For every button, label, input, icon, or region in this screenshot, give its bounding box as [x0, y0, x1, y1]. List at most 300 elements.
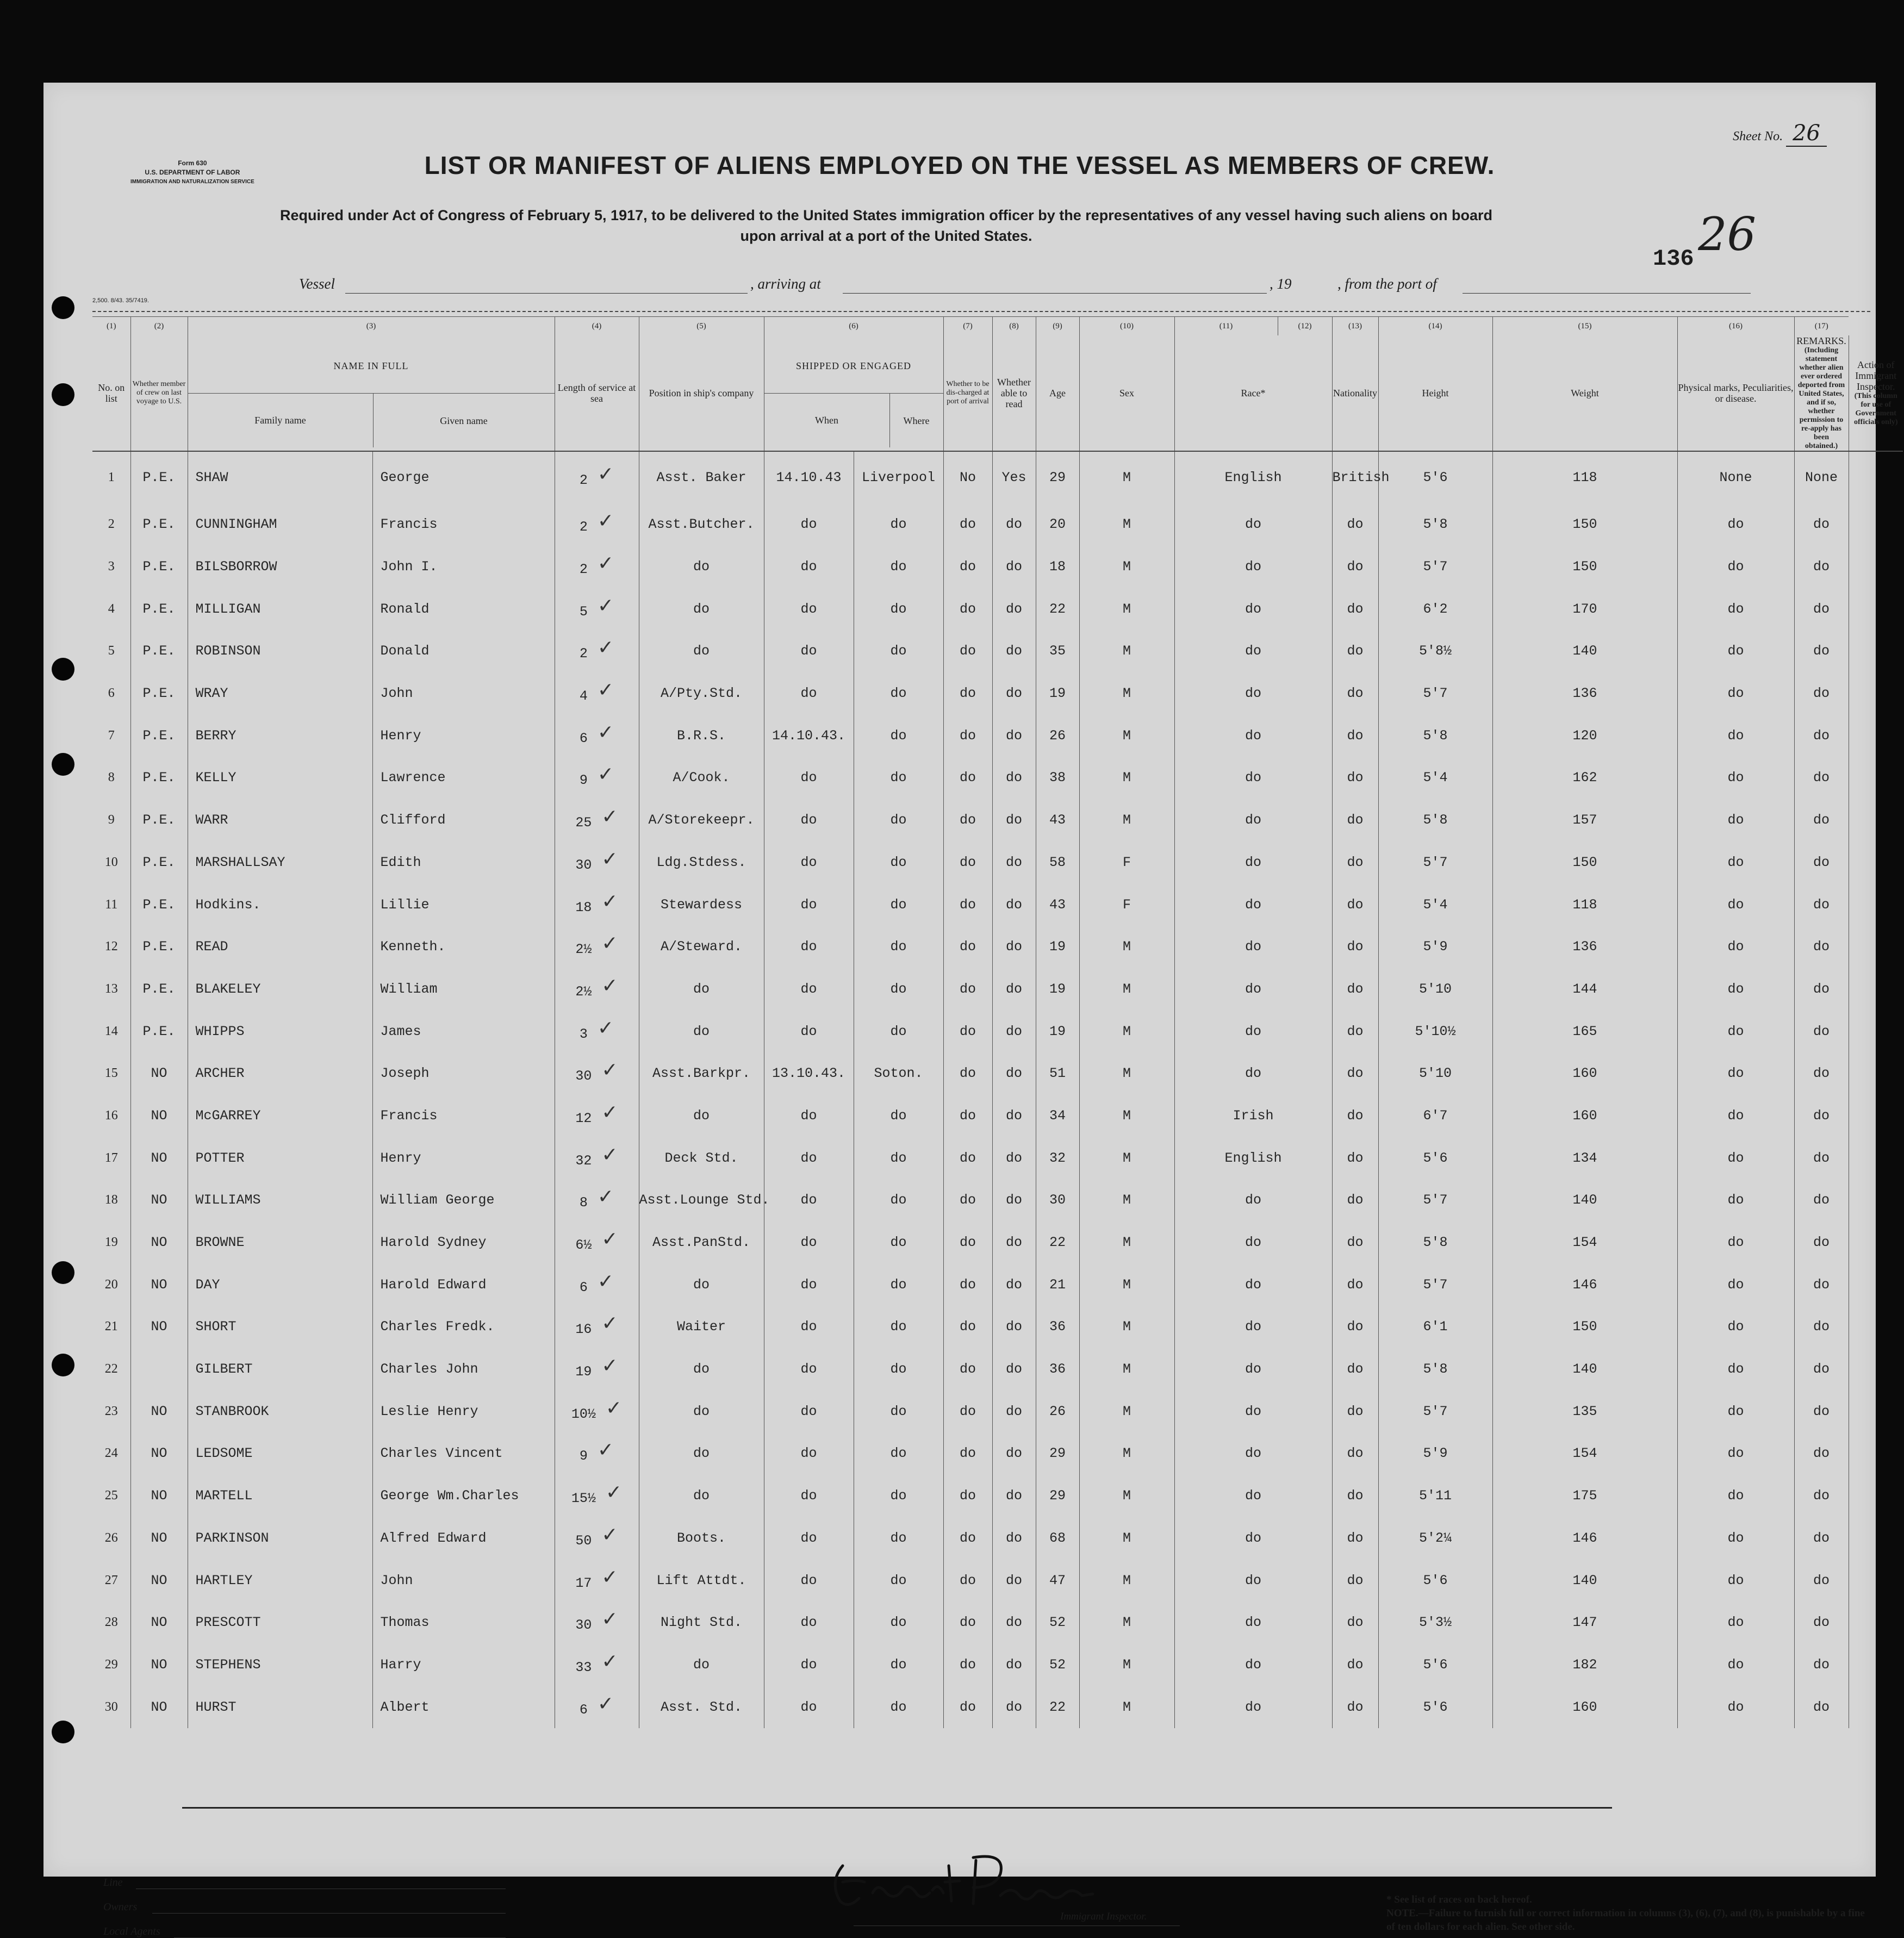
colnum-8: (8) — [992, 317, 1036, 336]
nat-value: do — [1347, 854, 1364, 870]
cell-disch — [943, 883, 992, 926]
cell-given — [372, 1306, 555, 1348]
cell-action — [1849, 968, 1903, 1011]
phys-value: do — [1727, 1065, 1744, 1082]
height-value: 5'8 — [1423, 516, 1448, 533]
cell-where — [854, 588, 943, 630]
cell-race — [1174, 546, 1332, 588]
cell-weight — [1492, 1179, 1677, 1222]
cell-phys — [1677, 757, 1794, 799]
cell-age — [1036, 883, 1079, 926]
remarks-value: do — [1813, 1699, 1830, 1715]
last-value: NO — [151, 1615, 167, 1631]
age-value: 52 — [1049, 1615, 1066, 1631]
sex-value: F — [1122, 854, 1131, 870]
cell-age — [1036, 1390, 1079, 1432]
age-value: 26 — [1049, 727, 1066, 744]
cell-remarks — [1794, 672, 1849, 715]
cell-phys — [1677, 799, 1794, 842]
cell-phys — [1677, 1559, 1794, 1602]
cell-family — [188, 672, 372, 715]
cell-given — [372, 1686, 555, 1728]
cell-weight — [1492, 630, 1677, 672]
sex-value: M — [1122, 1615, 1131, 1631]
read-value: do — [1005, 854, 1022, 870]
when-value: do — [800, 643, 817, 659]
family-value: WILLIAMS — [195, 1192, 261, 1208]
cell-family — [188, 1348, 372, 1391]
cell-age — [1036, 1432, 1079, 1475]
cell-service — [555, 451, 639, 503]
height-value: 6'2 — [1423, 601, 1448, 617]
cell-when — [764, 1559, 854, 1602]
nat-value: do — [1347, 770, 1364, 786]
cell-family — [188, 1686, 372, 1728]
cell-position — [639, 451, 764, 503]
cell-disch — [943, 757, 992, 799]
race-value: do — [1245, 1276, 1261, 1293]
where-value: do — [890, 643, 907, 659]
checkmark-icon: ✓ — [601, 1355, 618, 1378]
cell-height — [1378, 842, 1492, 884]
checkmark-icon: ✓ — [605, 1397, 623, 1419]
service-value: 2 — [579, 646, 588, 662]
read-value: do — [1005, 516, 1022, 533]
weight-value: 146 — [1572, 1530, 1597, 1546]
cell-action — [1849, 1559, 1903, 1602]
cell-phys — [1677, 1052, 1794, 1095]
cell-race — [1174, 1644, 1332, 1686]
cell-age — [1036, 968, 1079, 1011]
phys-value: do — [1727, 1023, 1744, 1039]
cell-phys — [1677, 503, 1794, 546]
sex-value: M — [1122, 559, 1131, 575]
cell-family — [188, 1263, 372, 1306]
service-value: 33 — [575, 1659, 592, 1675]
cell-disch — [943, 842, 992, 884]
cell-age — [1036, 1179, 1079, 1222]
cell-disch — [943, 1475, 992, 1517]
remarks-value: do — [1813, 686, 1830, 702]
cell-sex — [1079, 503, 1174, 546]
colnum-4: (4) — [555, 317, 639, 336]
position-value: do — [693, 1023, 710, 1039]
cell-family — [188, 714, 372, 757]
cell-disch — [943, 1348, 992, 1391]
where-value: do — [890, 1530, 907, 1546]
cell-family — [188, 883, 372, 926]
weight-value: 140 — [1572, 1192, 1597, 1208]
cell-family — [188, 1390, 372, 1432]
service-value: 6½ — [575, 1237, 592, 1254]
cell-position — [639, 926, 764, 968]
phys-value: do — [1727, 727, 1744, 744]
given-value: Charles Vincent — [380, 1445, 503, 1462]
binder-hole — [52, 658, 74, 681]
cell-weight — [1492, 1432, 1677, 1475]
position-value: do — [693, 643, 710, 659]
checkmark-icon: ✓ — [597, 552, 614, 575]
position-value: do — [693, 601, 710, 617]
cell-race — [1174, 1010, 1332, 1052]
cell-weight — [1492, 1222, 1677, 1264]
cell-action — [1849, 546, 1903, 588]
cell-when — [764, 672, 854, 715]
age-value: 58 — [1049, 854, 1066, 870]
cell-nat — [1332, 1095, 1378, 1137]
cell-given — [372, 1052, 555, 1095]
cell-last — [130, 1559, 188, 1602]
family-value: PARKINSON — [195, 1530, 269, 1546]
given-value: William George — [380, 1192, 495, 1208]
sex-value: M — [1122, 1361, 1131, 1378]
age-value: 19 — [1049, 686, 1066, 702]
cell-sex — [1079, 926, 1174, 968]
when-value: do — [800, 686, 817, 702]
position-value: Lift Attdt. — [656, 1572, 746, 1588]
last-value: P.E. — [142, 516, 176, 533]
cell-sex — [1079, 1137, 1174, 1179]
family-value: MARTELL — [195, 1488, 253, 1504]
last-value: NO — [151, 1150, 167, 1166]
colnum-5: (5) — [639, 317, 764, 336]
cell-no — [92, 1559, 130, 1602]
checkmark-icon: ✓ — [597, 1270, 614, 1293]
cell-race — [1174, 1095, 1332, 1137]
remarks-value: do — [1813, 1276, 1830, 1293]
cell-phys — [1677, 883, 1794, 926]
position-value: Deck Std. — [664, 1150, 738, 1166]
disch-value: do — [959, 939, 976, 955]
cell-last — [130, 1644, 188, 1686]
cell-sex — [1079, 799, 1174, 842]
position-value: B.R.S. — [676, 727, 726, 744]
disch-value: do — [959, 1065, 976, 1082]
nat-value: do — [1347, 1319, 1364, 1335]
cell-nat — [1332, 588, 1378, 630]
service-value: 2½ — [575, 983, 592, 1000]
cell-when — [764, 546, 854, 588]
cell-phys — [1677, 1348, 1794, 1391]
cell-weight — [1492, 451, 1677, 503]
cell-nat — [1332, 1222, 1378, 1264]
disch-value: do — [959, 1572, 976, 1588]
cell-action — [1849, 1052, 1903, 1095]
cell-given — [372, 842, 555, 884]
when-value: do — [800, 1488, 817, 1504]
read-value: do — [1005, 770, 1022, 786]
race-value: do — [1245, 1319, 1261, 1335]
phys-value: do — [1727, 1150, 1744, 1166]
checkmark-icon: ✓ — [601, 974, 618, 997]
cell-position — [639, 588, 764, 630]
note-races: * See list of races on back hereof. — [1386, 1894, 1532, 1905]
cell-remarks — [1794, 883, 1849, 926]
read-value: do — [1005, 1150, 1022, 1166]
cell-race — [1174, 1517, 1332, 1560]
cell-position — [639, 842, 764, 884]
cell-when — [764, 1306, 854, 1348]
cell-race — [1174, 968, 1332, 1011]
when-value: 13.10.43. — [771, 1065, 846, 1082]
cell-sex — [1079, 1348, 1174, 1391]
cell-no — [92, 1052, 130, 1095]
cell-nat — [1332, 1179, 1378, 1222]
read-value: do — [1005, 686, 1022, 702]
cell-nat — [1332, 1432, 1378, 1475]
position-value: A/Storekeepr. — [648, 812, 755, 828]
last-value: P.E. — [142, 470, 176, 485]
phys-value: do — [1727, 601, 1744, 617]
table-row — [92, 1517, 1903, 1560]
sex-value: M — [1122, 1656, 1131, 1673]
given-value: John — [380, 1572, 413, 1588]
family-value: HARTLEY — [195, 1572, 253, 1588]
cell-last — [130, 1475, 188, 1517]
service-value: 2 — [579, 562, 588, 578]
position-value: do — [693, 1361, 710, 1378]
where-value: do — [890, 770, 907, 786]
cell-when — [764, 1263, 854, 1306]
checkmark-icon: ✓ — [597, 1017, 614, 1039]
checkmark-icon: ✓ — [601, 1101, 618, 1124]
height-value: 5'9 — [1423, 939, 1448, 955]
cell-position — [639, 1390, 764, 1432]
cell-age — [1036, 672, 1079, 715]
last-value: NO — [151, 1699, 167, 1715]
cell-race — [1174, 672, 1332, 715]
position-value: Asst.PanStd. — [652, 1235, 751, 1251]
where-value: do — [890, 1488, 907, 1504]
cell-last — [130, 1390, 188, 1432]
race-value: do — [1245, 1023, 1261, 1039]
cell-disch — [943, 1686, 992, 1728]
disch-value: do — [959, 1699, 976, 1715]
cell-where — [854, 1222, 943, 1264]
weight-value: 135 — [1572, 1403, 1597, 1419]
cell-service — [555, 588, 639, 630]
cell-family — [188, 1432, 372, 1475]
checkmark-icon: ✓ — [597, 1186, 614, 1208]
last-value: P.E. — [142, 896, 176, 913]
last-value: P.E. — [142, 686, 176, 702]
cell-family — [188, 630, 372, 672]
remarks-value: do — [1813, 727, 1830, 744]
cell-position — [639, 968, 764, 1011]
read-value: do — [1005, 812, 1022, 828]
where-value: do — [890, 559, 907, 575]
cell-remarks — [1794, 1179, 1849, 1222]
read-value: do — [1005, 643, 1022, 659]
cell-weight — [1492, 1306, 1677, 1348]
position-value: Waiter — [676, 1319, 726, 1335]
cell-height — [1378, 1559, 1492, 1602]
read-value: do — [1005, 1319, 1022, 1335]
sheet-number-value: 26 — [1786, 121, 1827, 147]
read-value: Yes — [1001, 470, 1026, 485]
cell-given — [372, 451, 555, 503]
cell-phys — [1677, 672, 1794, 715]
phys-value: do — [1727, 1656, 1744, 1673]
disch-value: do — [959, 1235, 976, 1251]
cell-read — [992, 968, 1036, 1011]
cell-given — [372, 1348, 555, 1391]
cell-where — [854, 1644, 943, 1686]
height-value: 5'8 — [1423, 812, 1448, 828]
cell-no — [92, 1517, 130, 1560]
cell-given — [372, 546, 555, 588]
cell-height — [1378, 1263, 1492, 1306]
cell-action — [1849, 1179, 1903, 1222]
cell-family — [188, 1559, 372, 1602]
cell-height — [1378, 451, 1492, 503]
cell-read — [992, 1010, 1036, 1052]
phys-value: do — [1727, 1319, 1744, 1335]
cell-disch — [943, 926, 992, 968]
race-value: English — [1224, 1150, 1282, 1166]
no-value: 8 — [108, 770, 115, 785]
cell-sex — [1079, 1432, 1174, 1475]
where-value: do — [890, 896, 907, 913]
service-value: 2 — [579, 519, 588, 535]
cell-last — [130, 451, 188, 503]
table-row — [92, 1602, 1903, 1644]
remarks-value: do — [1813, 1488, 1830, 1504]
cell-height — [1378, 1517, 1492, 1560]
where-value: do — [890, 1445, 907, 1462]
table-row — [92, 968, 1903, 1011]
cell-action — [1849, 1686, 1903, 1728]
weight-value: 165 — [1572, 1023, 1597, 1039]
cell-service — [555, 968, 639, 1011]
given-value: Lawrence — [380, 770, 446, 786]
cell-nat — [1332, 672, 1378, 715]
phys-value: do — [1727, 1276, 1744, 1293]
cell-position — [639, 1475, 764, 1517]
cell-where — [854, 1052, 943, 1095]
weight-value: 157 — [1572, 812, 1597, 828]
disch-value: do — [959, 854, 976, 870]
table-row — [92, 1686, 1903, 1728]
age-value: 29 — [1049, 1445, 1066, 1462]
cell-race — [1174, 799, 1332, 842]
sex-value: M — [1122, 1065, 1131, 1082]
when-value: do — [800, 1023, 817, 1039]
read-value: do — [1005, 1276, 1022, 1293]
service-value: 12 — [575, 1110, 592, 1126]
height-value: 5'7 — [1423, 686, 1448, 702]
cell-nat — [1332, 1306, 1378, 1348]
cell-phys — [1677, 1517, 1794, 1560]
family-value: McGARREY — [195, 1107, 261, 1124]
print-code: 2,500. 8/43. 35/7419. — [92, 297, 149, 304]
nat-value: do — [1347, 1699, 1364, 1715]
disch-value: do — [959, 1656, 976, 1673]
race-value: do — [1245, 601, 1261, 617]
cell-read — [992, 1348, 1036, 1391]
cell-disch — [943, 630, 992, 672]
cell-nat — [1332, 1686, 1378, 1728]
checkmark-icon: ✓ — [597, 594, 614, 617]
cell-action — [1849, 588, 1903, 630]
read-value: do — [1005, 896, 1022, 913]
age-value: 20 — [1049, 516, 1066, 533]
cell-nat — [1332, 714, 1378, 757]
cell-read — [992, 1644, 1036, 1686]
colnum-15: (15) — [1492, 317, 1677, 336]
disch-value: do — [959, 1488, 976, 1504]
cell-weight — [1492, 1602, 1677, 1644]
cell-age — [1036, 1559, 1079, 1602]
cell-height — [1378, 968, 1492, 1011]
year-label: , 19 — [1270, 276, 1292, 292]
age-value: 22 — [1049, 601, 1066, 617]
no-value: 25 — [104, 1488, 118, 1503]
cell-action — [1849, 842, 1903, 884]
no-value: 18 — [104, 1193, 118, 1207]
cell-disch — [943, 1306, 992, 1348]
header-name-title: NAME IN FULL — [188, 339, 555, 394]
colnum-7: (7) — [943, 317, 992, 336]
cell-nat — [1332, 799, 1378, 842]
family-value: MARSHALLSAY — [195, 854, 285, 870]
cell-weight — [1492, 503, 1677, 546]
cell-family — [188, 1517, 372, 1560]
cell-service — [555, 799, 639, 842]
cell-nat — [1332, 1137, 1378, 1179]
cell-disch — [943, 1432, 992, 1475]
cell-height — [1378, 926, 1492, 968]
cell-weight — [1492, 714, 1677, 757]
cell-when — [764, 451, 854, 503]
nat-value: do — [1347, 1572, 1364, 1588]
cell-nat — [1332, 1517, 1378, 1560]
cell-service — [555, 1179, 639, 1222]
family-value: SHAW — [195, 470, 228, 485]
cell-where — [854, 1263, 943, 1306]
cell-phys — [1677, 926, 1794, 968]
cell-family — [188, 503, 372, 546]
cell-sex — [1079, 968, 1174, 1011]
checkmark-icon: ✓ — [597, 763, 614, 786]
service-value: 5 — [579, 603, 588, 620]
given-value: Harry — [380, 1656, 421, 1673]
cell-nat — [1332, 546, 1378, 588]
last-value: NO — [151, 1192, 167, 1208]
cell-no — [92, 451, 130, 503]
no-value: 16 — [104, 1108, 118, 1123]
nat-value: British — [1332, 470, 1390, 485]
where-value: do — [890, 1107, 907, 1124]
nat-value: do — [1347, 559, 1364, 575]
phys-value: do — [1727, 1699, 1744, 1715]
table-row — [92, 757, 1903, 799]
position-value: Asst.Lounge Std. — [639, 1192, 770, 1208]
cell-read — [992, 1686, 1036, 1728]
cell-age — [1036, 1010, 1079, 1052]
colnum-11: (11) — [1174, 317, 1278, 336]
table-row — [92, 1432, 1903, 1475]
family-value: BERRY — [195, 727, 237, 744]
cell-when — [764, 1179, 854, 1222]
cell-where — [854, 714, 943, 757]
cell-disch — [943, 672, 992, 715]
cell-where — [854, 1517, 943, 1560]
sex-value: M — [1122, 1107, 1131, 1124]
position-value: Ldg.Stdess. — [656, 854, 746, 870]
cell-disch — [943, 1263, 992, 1306]
weight-value: 144 — [1572, 981, 1597, 997]
